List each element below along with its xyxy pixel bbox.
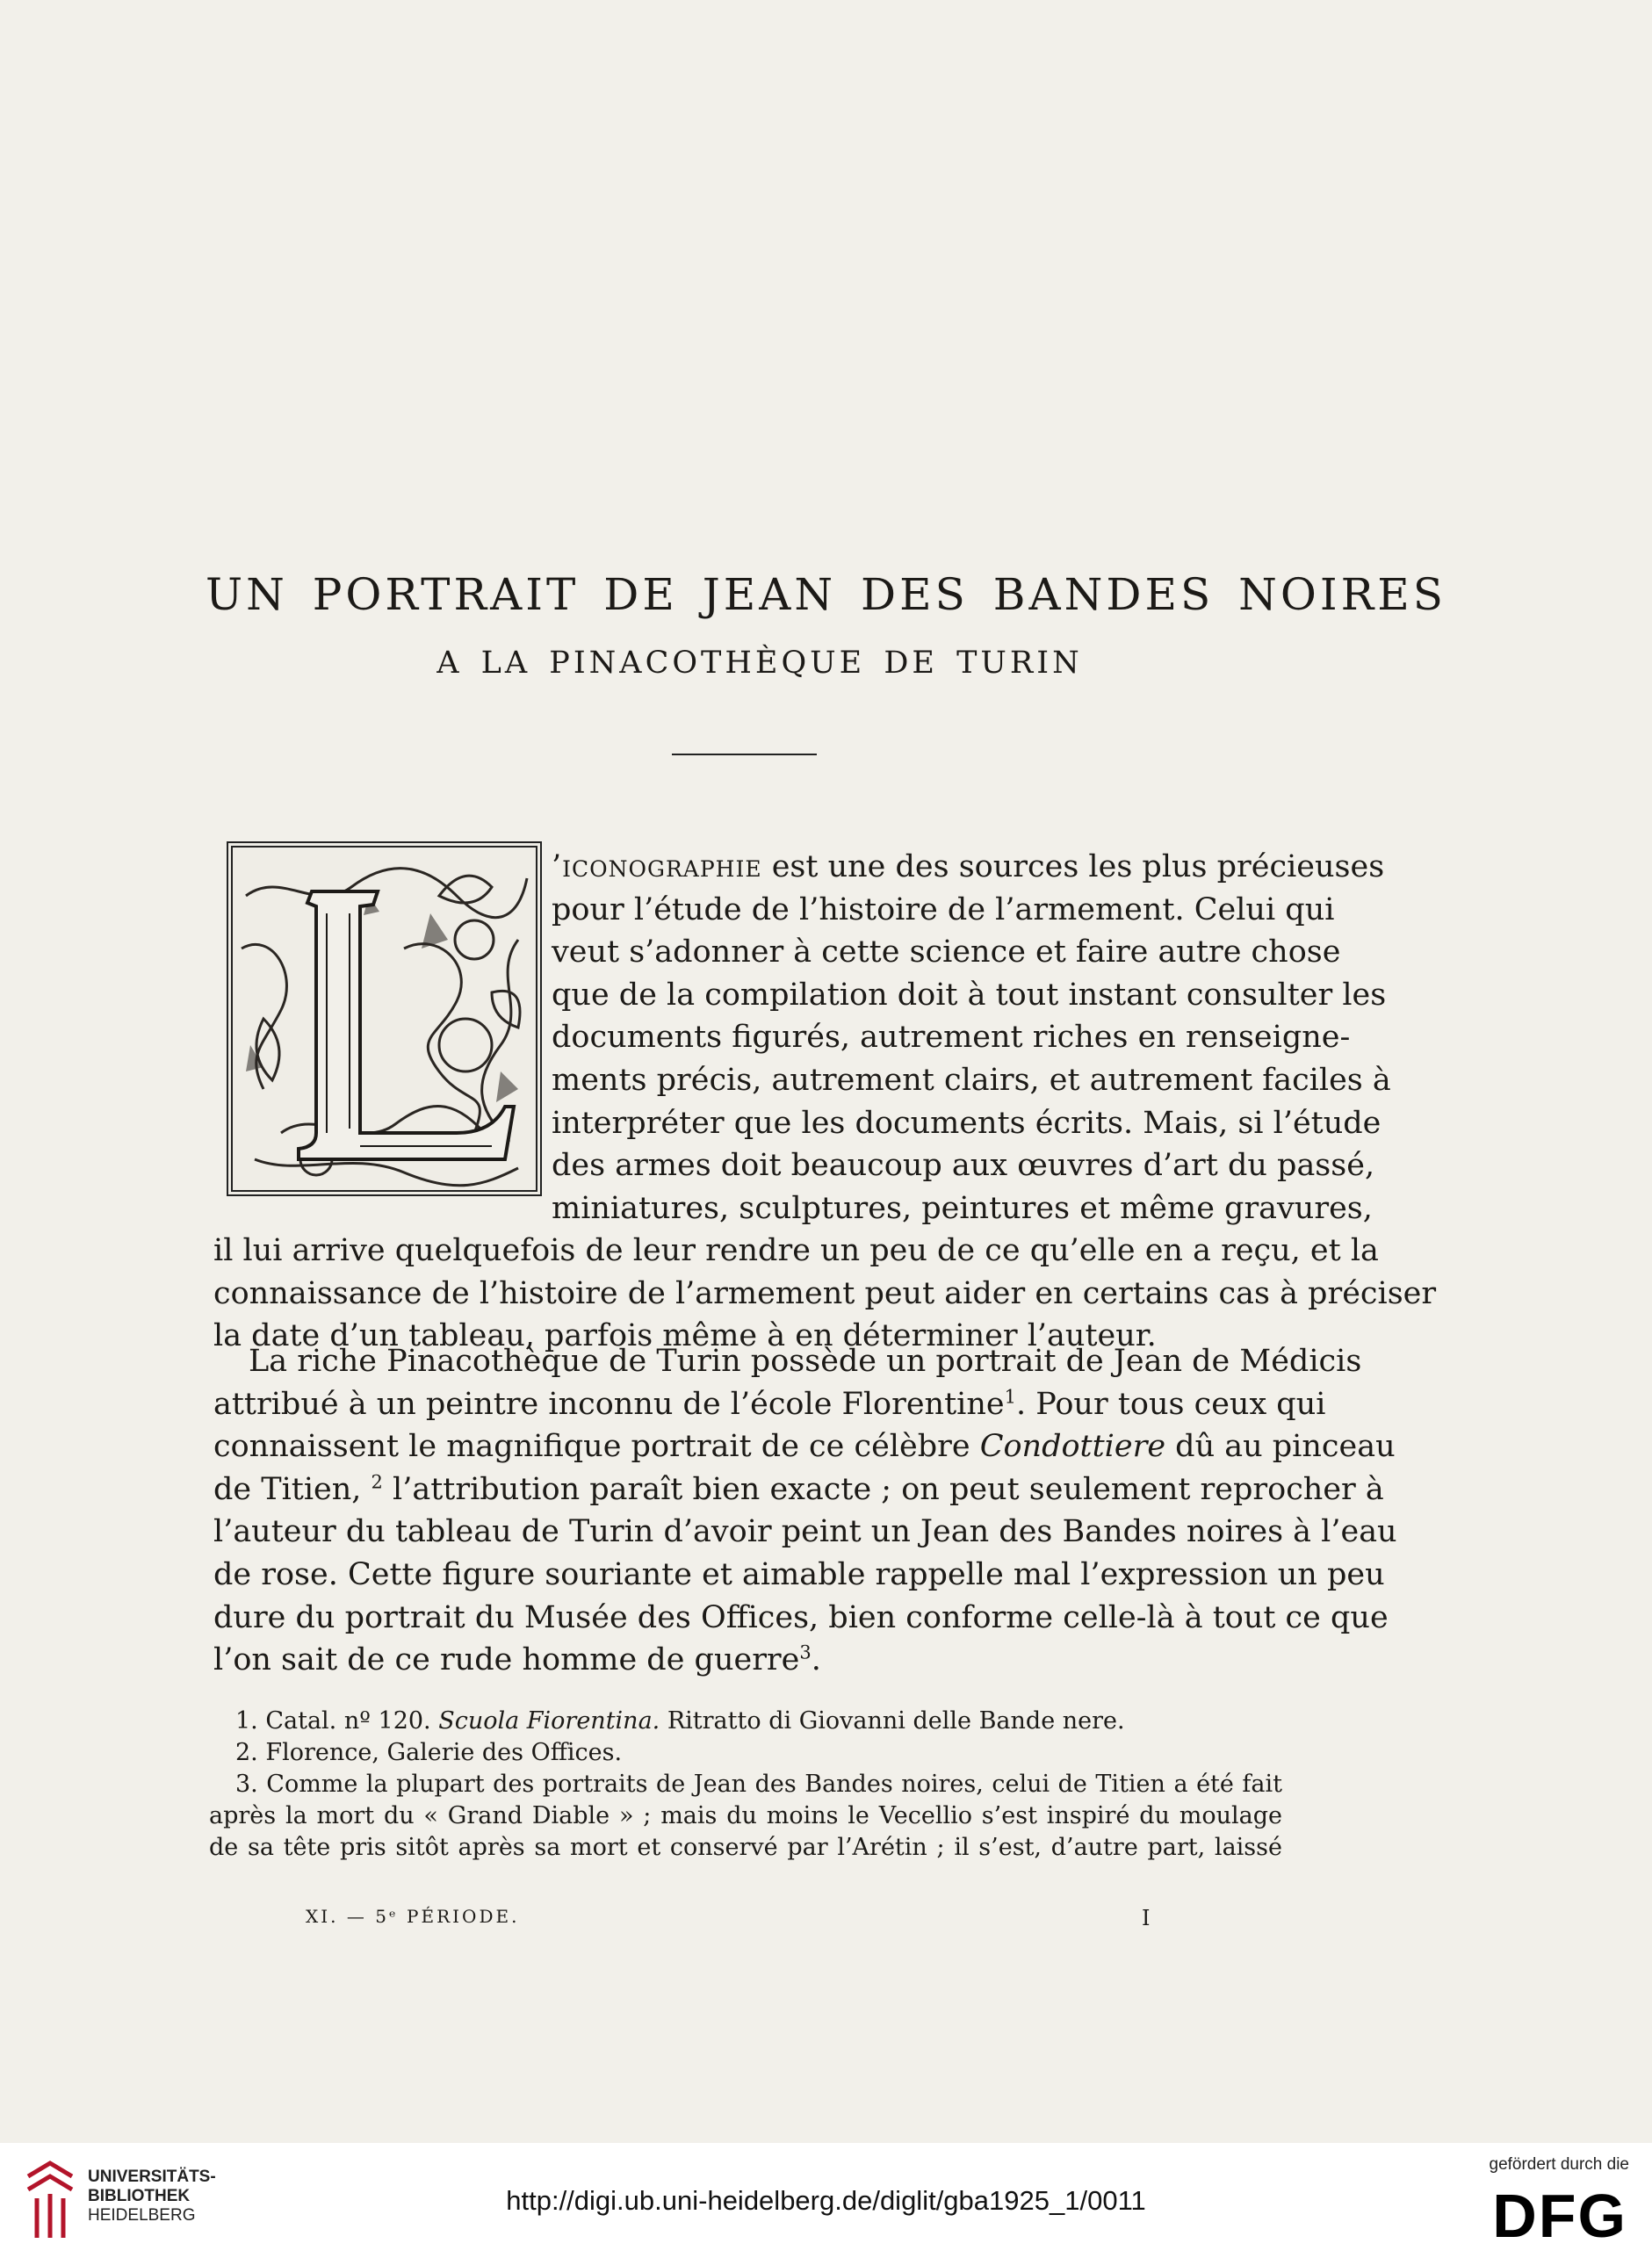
- text-line: de Titien, $^2$ l’attribution paraît bien exacte ; on peut seulement reprocher à: [213, 1471, 1384, 1507]
- paragraph-2: [213, 1340, 1397, 1682]
- text-line: dure du portrait du Musée des Offices, bien conforme celle-là à tout ce que: [213, 1599, 1389, 1635]
- lead-line: miniatures, sculptures, peintures et même gravures,: [552, 1190, 1373, 1226]
- text-line: connaissance de l’histoire de l’armement peut aider en certains cas à préciser: [213, 1275, 1437, 1311]
- footnote-3-cont: après la mort du « Grand Diable » ; mais du moins le Vecellio s’est inspiré du moulage: [209, 1802, 1282, 1829]
- footnote-3: 3. Comme la plupart des portraits de Jean des Bandes noires, celui de Titien a été fait: [235, 1771, 1282, 1798]
- dfg-logo[interactable]: DFG: [1492, 2182, 1627, 2250]
- lead-line: ments précis, autrement clairs, et autrement faciles à: [552, 1062, 1391, 1098]
- lead-line: ’iconographie est une des sources les plus précieuses: [552, 849, 1385, 884]
- text-line: de rose. Cette figure souriante et aimable rappelle mal l’expression un peu: [213, 1556, 1385, 1592]
- lead-paragraph: [552, 846, 1391, 1230]
- permalink-url[interactable]: http://digi.ub.uni-heidelberg.de/diglit/gba1925_1/0011: [506, 2185, 1146, 2216]
- funding-label: gefördert durch die: [1489, 2155, 1629, 2174]
- article-title: UN PORTRAIT DE JEAN DES BANDES NOIRES: [205, 569, 1447, 620]
- lead-line: que de la compilation doit à tout instant consulter les: [552, 977, 1387, 1013]
- viewer-footer: [0, 2143, 1652, 2258]
- title-rule: [672, 754, 817, 755]
- lead-line: interpréter que les documents écrits. Mais, si l’étude: [552, 1105, 1381, 1141]
- footnote-ref-2[interactable]: 2: [371, 1471, 383, 1493]
- lead-line: pour l’étude de l’histoire de l’armement. Celui qui: [552, 891, 1335, 927]
- footnote-2: 2. Florence, Galerie des Offices.: [235, 1739, 623, 1766]
- lead-smallcaps: ’iconographie: [552, 849, 762, 884]
- lead-line: des armes doit beaucoup aux œuvres d’art du passé,: [552, 1148, 1375, 1184]
- text-line: l’auteur du tableau de Turin d’avoir peint un Jean des Bandes noires à l’eau: [213, 1514, 1397, 1550]
- ornamental-initial-L: [227, 841, 542, 1196]
- footnote-ref-3[interactable]: 3: [799, 1641, 812, 1663]
- text-line: La riche Pinacothèque de Turin possède un portrait de Jean de Médicis: [249, 1344, 1362, 1379]
- lead-line: documents figurés, autrement riches en renseigne-: [552, 1020, 1351, 1056]
- footnotes: [209, 1706, 1282, 1864]
- footnote-3-cont: de sa tête pris sitôt après sa mort et conservé par l’Arétin ; il s’est, d’autre part, laissé: [209, 1834, 1282, 1861]
- text-line: la date d’un tableau, parfois même à en déterminer l’auteur.: [213, 1318, 1157, 1354]
- article-subtitle: A LA PINACOTHÈQUE DE TURIN: [436, 646, 1083, 681]
- text-line: connaissent le magnifique portrait de ce célèbre Condottiere dû au pinceau: [213, 1429, 1396, 1465]
- library-name: UNIVERSITÄTS- BIBLIOTHEK HEIDELBERG: [88, 2168, 216, 2225]
- lead-line: veut s’adonner à cette science et faire autre chose: [552, 934, 1341, 970]
- signature-mark: XI. — 5ᵉ PÉRIODE.: [306, 1906, 520, 1927]
- footnote-ref-1[interactable]: 1: [1004, 1385, 1016, 1407]
- page-number: I: [1142, 1906, 1151, 1930]
- text-line: attribué à un peintre inconnu de l’école Florentine$^1$. Pour tous ceux qui: [213, 1385, 1326, 1422]
- text-line: il lui arrive quelquefois de leur rendre un peu de ce qu’elle en a reçu, et la: [213, 1233, 1379, 1268]
- footnote-1: 1. Catal. nº 120. Scuola Fiorentina. Ritratto di Giovanni delle Bande nere.: [235, 1707, 1125, 1735]
- text-line: l’on sait de ce rude homme de guerre$^3$.: [213, 1641, 821, 1678]
- paragraph-1-continuation: [213, 1230, 1437, 1358]
